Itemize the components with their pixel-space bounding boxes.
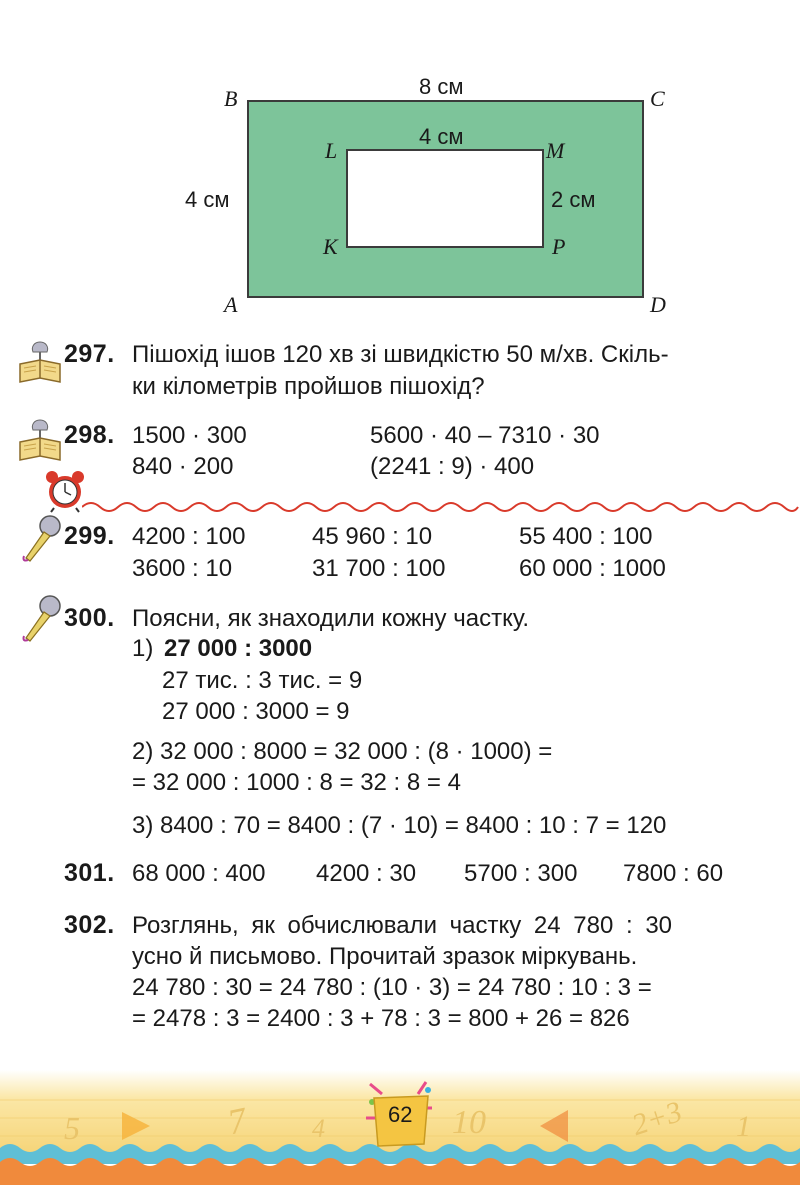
problem-297-line1: Пішохід ішов 120 хв зі швидкістю 50 м/хв. Скіль- (132, 341, 669, 368)
problem-300-number: 300. (64, 604, 115, 632)
problem-298-a1: 1500 · 300 (132, 422, 247, 449)
problem-302-line4: = 2478 : 3 = 2400 : 3 + 78 : 3 = 800 + 26 = 826 (132, 1005, 630, 1032)
vertex-b: B (224, 86, 238, 111)
outer-width-label: 8 см (419, 74, 464, 99)
footer-glyph-1: 1 (736, 1110, 751, 1143)
figure-shapes (0, 0, 800, 330)
problem-297-line2: ки кілометрів пройшов пішохід? (132, 373, 485, 400)
footer-glyph-7: 7 (224, 1099, 250, 1143)
problem-299-c2r2: 31 700 : 100 (312, 555, 446, 582)
inner-rectangle (347, 150, 543, 247)
problem-300-step1-line1: 27 тис. : 3 тис. = 9 (162, 667, 363, 694)
problem-298-b2: (2241 : 9) · 400 (370, 453, 535, 480)
footer-decoration (0, 1070, 800, 1185)
book-lamp-icon (14, 338, 66, 386)
problem-298-a2: 840 · 200 (132, 453, 234, 480)
vertex-k: K (323, 234, 338, 259)
problem-299-number: 299. (64, 522, 115, 550)
problem-302-line3: 24 780 : 30 = 24 780 : (10 · 3) = 24 780 : 10 : 3 = (132, 974, 652, 1001)
problem-300-step1-expression: 27 000 : 3000 (164, 635, 313, 662)
geometry-figure (0, 0, 800, 330)
problem-300-intro: Поясни, як знаходили кожну частку. (132, 605, 530, 632)
problem-301-expr2: 4200 : 30 (316, 860, 417, 887)
problem-298-number: 298. (64, 421, 115, 449)
problem-299-c1r1: 4200 : 100 (132, 523, 246, 550)
problem-300-step1-line2: 27 000 : 3000 = 9 (162, 698, 350, 725)
problem-300-step3-line1: 3) 8400 : 70 = 8400 : (7 · 10) = 8400 : 10 : 7 = 120 (132, 812, 667, 839)
footer-glyph-4: 4 (312, 1114, 325, 1143)
vertex-p: P (552, 234, 566, 259)
problem-301-expr3: 5700 : 300 (464, 860, 578, 887)
microphone-icon (18, 514, 64, 564)
vertex-d: D (650, 292, 666, 317)
problem-299-c2r1: 45 960 : 10 (312, 523, 433, 550)
problem-302-line1: Розглянь, як обчислювали частку 24 780 : 30 (132, 912, 673, 939)
vertex-l: L (325, 138, 338, 163)
book-lamp-icon (14, 416, 66, 464)
problem-300-step2-line1: 2) 32 000 : 8000 = 32 000 : (8 · 1000) = (132, 738, 553, 765)
problem-298-b1: 5600 · 40 – 7310 · 30 (370, 422, 600, 449)
outer-height-label: 4 см (185, 187, 230, 212)
problem-302-line2: усно й письмово. Прочитай зразок міркувань. (132, 943, 638, 970)
problem-301-number: 301. (64, 859, 115, 887)
wavy-divider (82, 499, 800, 515)
microphone-icon (18, 594, 64, 644)
problem-299-c1r2: 3600 : 10 (132, 555, 233, 582)
problem-301-expr1: 68 000 : 400 (132, 860, 266, 887)
problem-299-c3r1: 55 400 : 100 (519, 523, 653, 550)
problem-302-number: 302. (64, 911, 115, 939)
footer-glyph-10: 10 (452, 1104, 486, 1141)
footer-glyph-2plus3: 2+3 (627, 1095, 686, 1142)
problem-297-number: 297. (64, 340, 115, 368)
vertex-c: C (650, 86, 665, 111)
problem-300-step1-prefix: 1) (132, 635, 154, 662)
inner-height-label: 2 см (551, 187, 596, 212)
page-number: 62 (388, 1102, 413, 1127)
footer-glyph-5: 5 (64, 1110, 80, 1146)
vertex-m: M (546, 138, 565, 163)
problem-299-c3r2: 60 000 : 1000 (519, 555, 666, 582)
vertex-a: A (224, 292, 238, 317)
problem-300-step2-line2: = 32 000 : 1000 : 8 = 32 : 8 = 4 (132, 769, 461, 796)
inner-width-label: 4 см (419, 124, 464, 149)
problem-301-expr4: 7800 : 60 (623, 860, 724, 887)
